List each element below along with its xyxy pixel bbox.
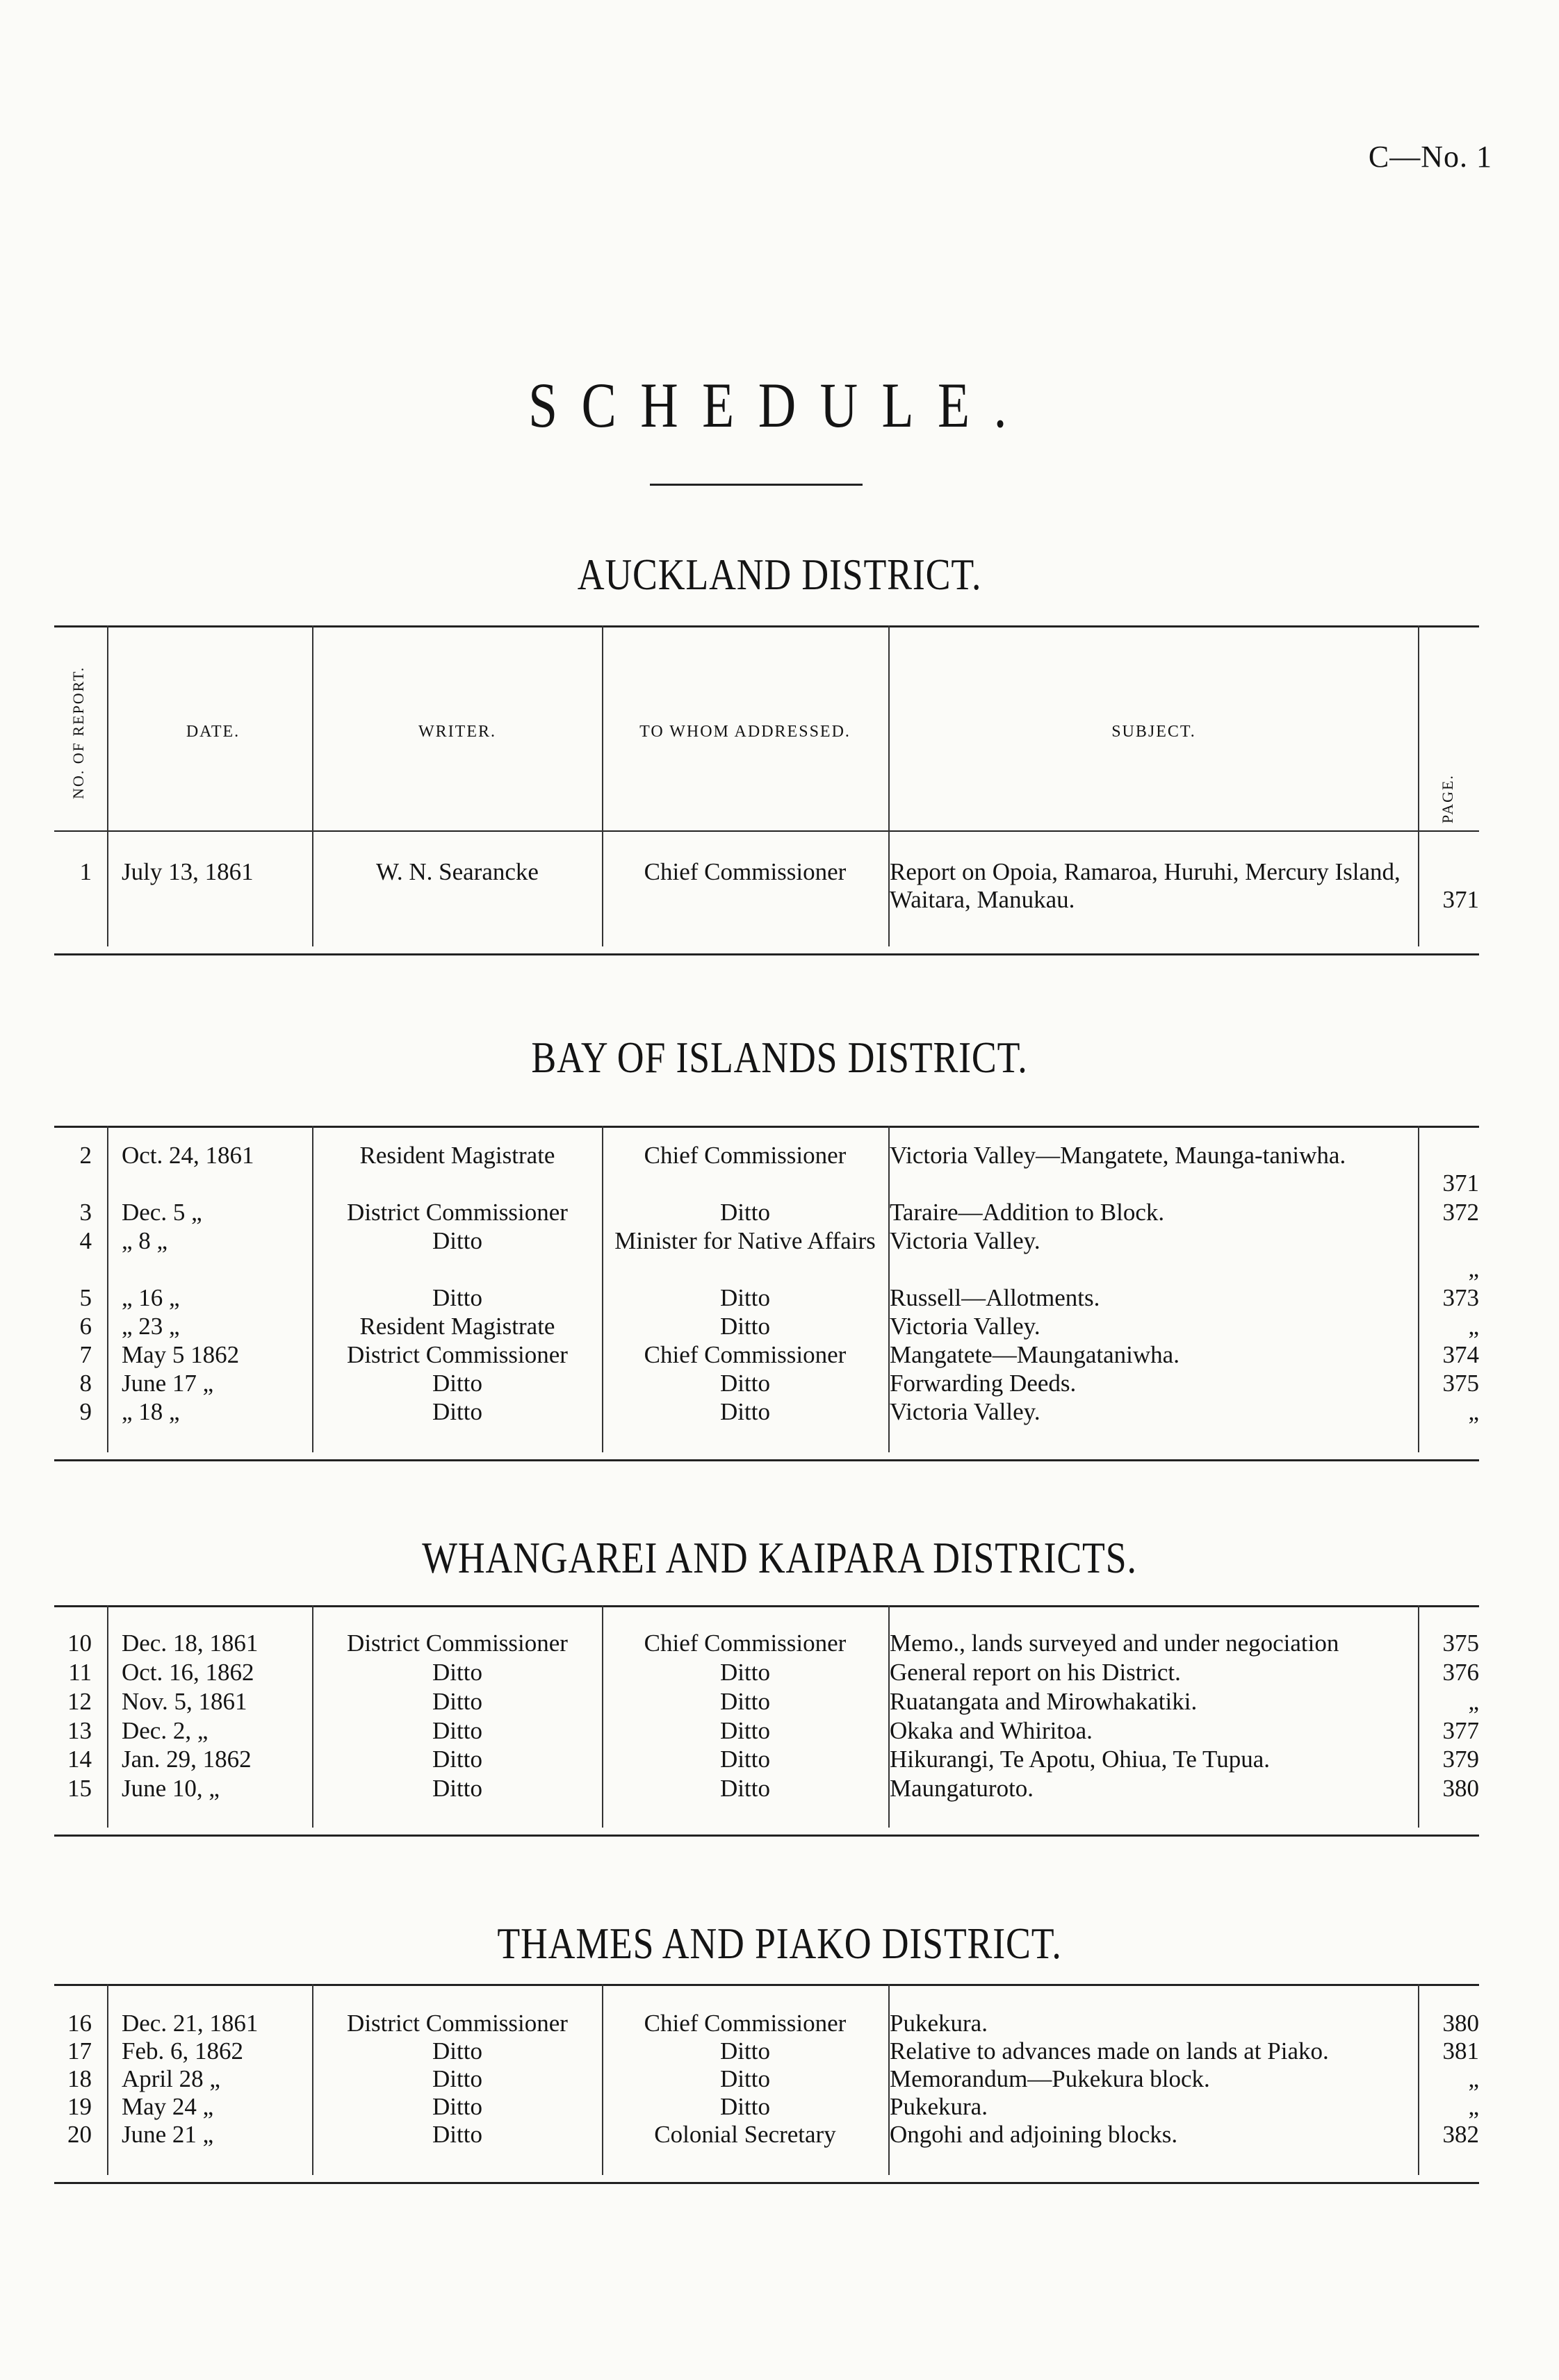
row-page: „	[1468, 2065, 1479, 2092]
row-writer: Ditto	[432, 1688, 482, 1715]
row-writer: Ditto	[432, 1370, 482, 1397]
column-divider	[1418, 1126, 1419, 1452]
row-subject: Mangatete—Maungataniwha.	[890, 1341, 1180, 1368]
header-rule	[54, 830, 1479, 832]
column-divider	[1418, 1605, 1419, 1828]
row-subject: Taraire—Addition to Block.	[890, 1199, 1165, 1226]
row-date: „ 16 „	[122, 1284, 180, 1311]
row-subject: Victoria Valley.	[890, 1398, 1040, 1425]
row-writer: District Commissioner	[347, 1199, 568, 1226]
row-addressee: Chief Commissioner	[644, 1630, 847, 1657]
row-page: 381	[1442, 2037, 1479, 2065]
row-writer: Ditto	[432, 2037, 482, 2065]
row-addressee: Minister for Native Affairs	[614, 1227, 876, 1254]
row-date: „ 23 „	[122, 1313, 180, 1340]
row-page: 380	[1442, 2010, 1479, 2037]
row-date: July 13, 1861	[122, 858, 254, 885]
column-divider	[312, 625, 313, 946]
row-number: 4	[79, 1227, 92, 1254]
header-addressed: TO WHOM ADDRESSED.	[639, 723, 851, 741]
row-date: Dec. 5 „	[122, 1199, 202, 1226]
row-writer: Resident Magistrate	[359, 1313, 555, 1340]
row-addressee: Ditto	[720, 2065, 770, 2092]
row-subject: Hikurangi, Te Apotu, Ohiua, Te Tupua.	[890, 1746, 1270, 1773]
row-writer: Ditto	[432, 1398, 482, 1425]
row-subject: Victoria Valley.	[890, 1313, 1040, 1340]
row-subject: Pukekura.	[890, 2010, 988, 2037]
row-addressee: Chief Commissioner	[644, 858, 847, 885]
row-subject: Ruatangata and Mirowhakatiki.	[890, 1688, 1198, 1715]
column-divider	[107, 625, 108, 946]
table-top-rule	[54, 1605, 1479, 1607]
column-divider	[1418, 625, 1419, 946]
section-title: WHANGAREI AND KAIPARA DISTRICTS.	[422, 1533, 1137, 1582]
row-addressee: Ditto	[720, 2093, 770, 2120]
table-bottom-rule	[54, 1835, 1479, 1837]
row-writer: Ditto	[432, 1775, 482, 1802]
row-addressee: Ditto	[720, 1370, 770, 1397]
row-number: 13	[67, 1717, 92, 1744]
row-number: 3	[79, 1199, 92, 1226]
column-divider	[107, 1605, 108, 1828]
row-subject: Report on Opoia, Ramaroa, Huruhi, Mercury Island, Waitara, Manukau.	[890, 858, 1401, 913]
row-date: April 28 „	[122, 2065, 220, 2092]
row-addressee: Ditto	[720, 1717, 770, 1744]
row-date: Feb. 6, 1862	[122, 2037, 243, 2065]
row-number: 10	[67, 1630, 92, 1657]
header-writer: WRITER.	[418, 723, 496, 741]
row-date: Nov. 5, 1861	[122, 1688, 247, 1715]
row-page: 372	[1442, 1199, 1479, 1226]
row-addressee: Ditto	[720, 1775, 770, 1802]
row-page: 375	[1442, 1370, 1479, 1397]
row-number: 2	[79, 1142, 92, 1169]
header-no-of-report: NO. OF REPORT.	[70, 666, 87, 799]
page-reference: C—No. 1	[1368, 140, 1492, 174]
row-page: „	[1468, 1313, 1479, 1340]
row-writer: Ditto	[432, 2121, 482, 2148]
row-number: 15	[67, 1775, 92, 1802]
row-subject: Ongohi and adjoining blocks.	[890, 2121, 1178, 2148]
row-subject: Victoria Valley—Mangatete, Maunga-taniwha.	[890, 1142, 1346, 1169]
row-addressee: Chief Commissioner	[644, 2010, 847, 2037]
row-date: May 5 1862	[122, 1341, 240, 1368]
row-subject: Forwarding Deeds.	[890, 1370, 1077, 1397]
row-number: 6	[79, 1313, 92, 1340]
row-number: 17	[67, 2037, 92, 2065]
row-page: 377	[1442, 1717, 1479, 1744]
row-addressee: Ditto	[720, 1659, 770, 1686]
row-writer: Ditto	[432, 1284, 482, 1311]
row-page: 371	[1442, 886, 1479, 913]
row-number: 18	[67, 2065, 92, 2092]
header-subject: SUBJECT.	[1111, 723, 1196, 741]
row-addressee: Ditto	[720, 1688, 770, 1715]
row-date: „ 18 „	[122, 1398, 180, 1425]
row-date: Oct. 24, 1861	[122, 1142, 254, 1169]
row-writer: Ditto	[432, 1227, 482, 1254]
row-addressee: Ditto	[720, 1398, 770, 1425]
row-subject: Russell—Allotments.	[890, 1284, 1100, 1311]
table-bottom-rule	[54, 1459, 1479, 1461]
table-top-rule	[54, 1126, 1479, 1128]
row-number: 20	[67, 2121, 92, 2148]
row-addressee: Ditto	[720, 1199, 770, 1226]
row-addressee: Ditto	[720, 1746, 770, 1773]
column-divider	[1418, 1984, 1419, 2175]
section-title: THAMES AND PIAKO DISTRICT.	[497, 1919, 1062, 1968]
section-title: AUCKLAND DISTRICT.	[577, 550, 982, 599]
row-writer: Ditto	[432, 1659, 482, 1686]
row-page: 371	[1442, 1170, 1479, 1197]
row-writer: Resident Magistrate	[359, 1142, 555, 1169]
header-date: DATE.	[186, 723, 240, 741]
row-page: 373	[1442, 1284, 1479, 1311]
row-page: „	[1468, 2093, 1479, 2120]
row-subject: Maungaturoto.	[890, 1775, 1034, 1802]
row-date: Dec. 2, „	[122, 1717, 209, 1744]
column-divider	[602, 625, 603, 946]
row-date: Dec. 18, 1861	[122, 1630, 259, 1657]
row-date: June 21 „	[122, 2121, 214, 2148]
row-writer: District Commissioner	[347, 1630, 568, 1657]
row-page: 375	[1442, 1630, 1479, 1657]
table-bottom-rule	[54, 953, 1479, 955]
row-writer: District Commissioner	[347, 2010, 568, 2037]
row-number: 8	[79, 1370, 92, 1397]
row-number: 14	[67, 1746, 92, 1773]
row-page: 376	[1442, 1659, 1479, 1686]
row-addressee: Colonial Secretary	[654, 2121, 836, 2148]
row-writer: Ditto	[432, 1717, 482, 1744]
row-subject: Relative to advances made on lands at Piako.	[890, 2037, 1329, 2065]
row-date: „ 8 „	[122, 1227, 168, 1254]
row-number: 16	[67, 2010, 92, 2037]
row-page: 374	[1442, 1341, 1479, 1368]
table-bottom-rule	[54, 2182, 1479, 2184]
row-number: 5	[79, 1284, 92, 1311]
row-writer: W. N. Searancke	[376, 858, 539, 885]
row-subject: Victoria Valley.	[890, 1227, 1040, 1254]
row-addressee: Ditto	[720, 2037, 770, 2065]
row-date: Oct. 16, 1862	[122, 1659, 254, 1686]
column-divider	[107, 1984, 108, 2175]
section-title: BAY OF ISLANDS DISTRICT.	[531, 1033, 1028, 1082]
row-number: 9	[79, 1398, 92, 1425]
row-page: „	[1468, 1688, 1479, 1715]
row-date: June 17 „	[122, 1370, 214, 1397]
row-number: 1	[79, 858, 92, 885]
row-date: June 10, „	[122, 1775, 220, 1802]
row-date: May 24 „	[122, 2093, 214, 2120]
row-writer: Ditto	[432, 1746, 482, 1773]
row-page: „	[1468, 1398, 1479, 1425]
row-addressee: Chief Commissioner	[644, 1341, 847, 1368]
row-page: 379	[1442, 1746, 1479, 1773]
row-writer: District Commissioner	[347, 1341, 568, 1368]
row-writer: Ditto	[432, 2065, 482, 2092]
row-addressee: Ditto	[720, 1313, 770, 1340]
table-top-rule	[54, 625, 1479, 627]
row-number: 12	[67, 1688, 92, 1715]
row-addressee: Ditto	[720, 1284, 770, 1311]
header-page: PAGE.	[1439, 774, 1456, 823]
row-addressee: Chief Commissioner	[644, 1142, 847, 1169]
row-subject: Okaka and Whiritoa.	[890, 1717, 1093, 1744]
row-writer: Ditto	[432, 2093, 482, 2120]
row-subject: Pukekura.	[890, 2093, 988, 2120]
row-subject: General report on his District.	[890, 1659, 1181, 1686]
page-title: SCHEDULE.	[528, 370, 1031, 441]
column-divider	[107, 1126, 108, 1452]
row-page: 380	[1442, 1775, 1479, 1802]
row-number: 7	[79, 1341, 92, 1368]
title-rule	[650, 484, 863, 486]
row-number: 19	[67, 2093, 92, 2120]
row-date: Jan. 29, 1862	[122, 1746, 252, 1773]
row-subject: Memo., lands surveyed and under negociation	[890, 1630, 1339, 1657]
row-number: 11	[68, 1659, 92, 1686]
row-page: 382	[1442, 2121, 1479, 2148]
row-subject: Memorandum—Pukekura block.	[890, 2065, 1210, 2092]
row-page: „	[1468, 1255, 1479, 1282]
table-top-rule	[54, 1984, 1479, 1986]
row-date: Dec. 21, 1861	[122, 2010, 259, 2037]
